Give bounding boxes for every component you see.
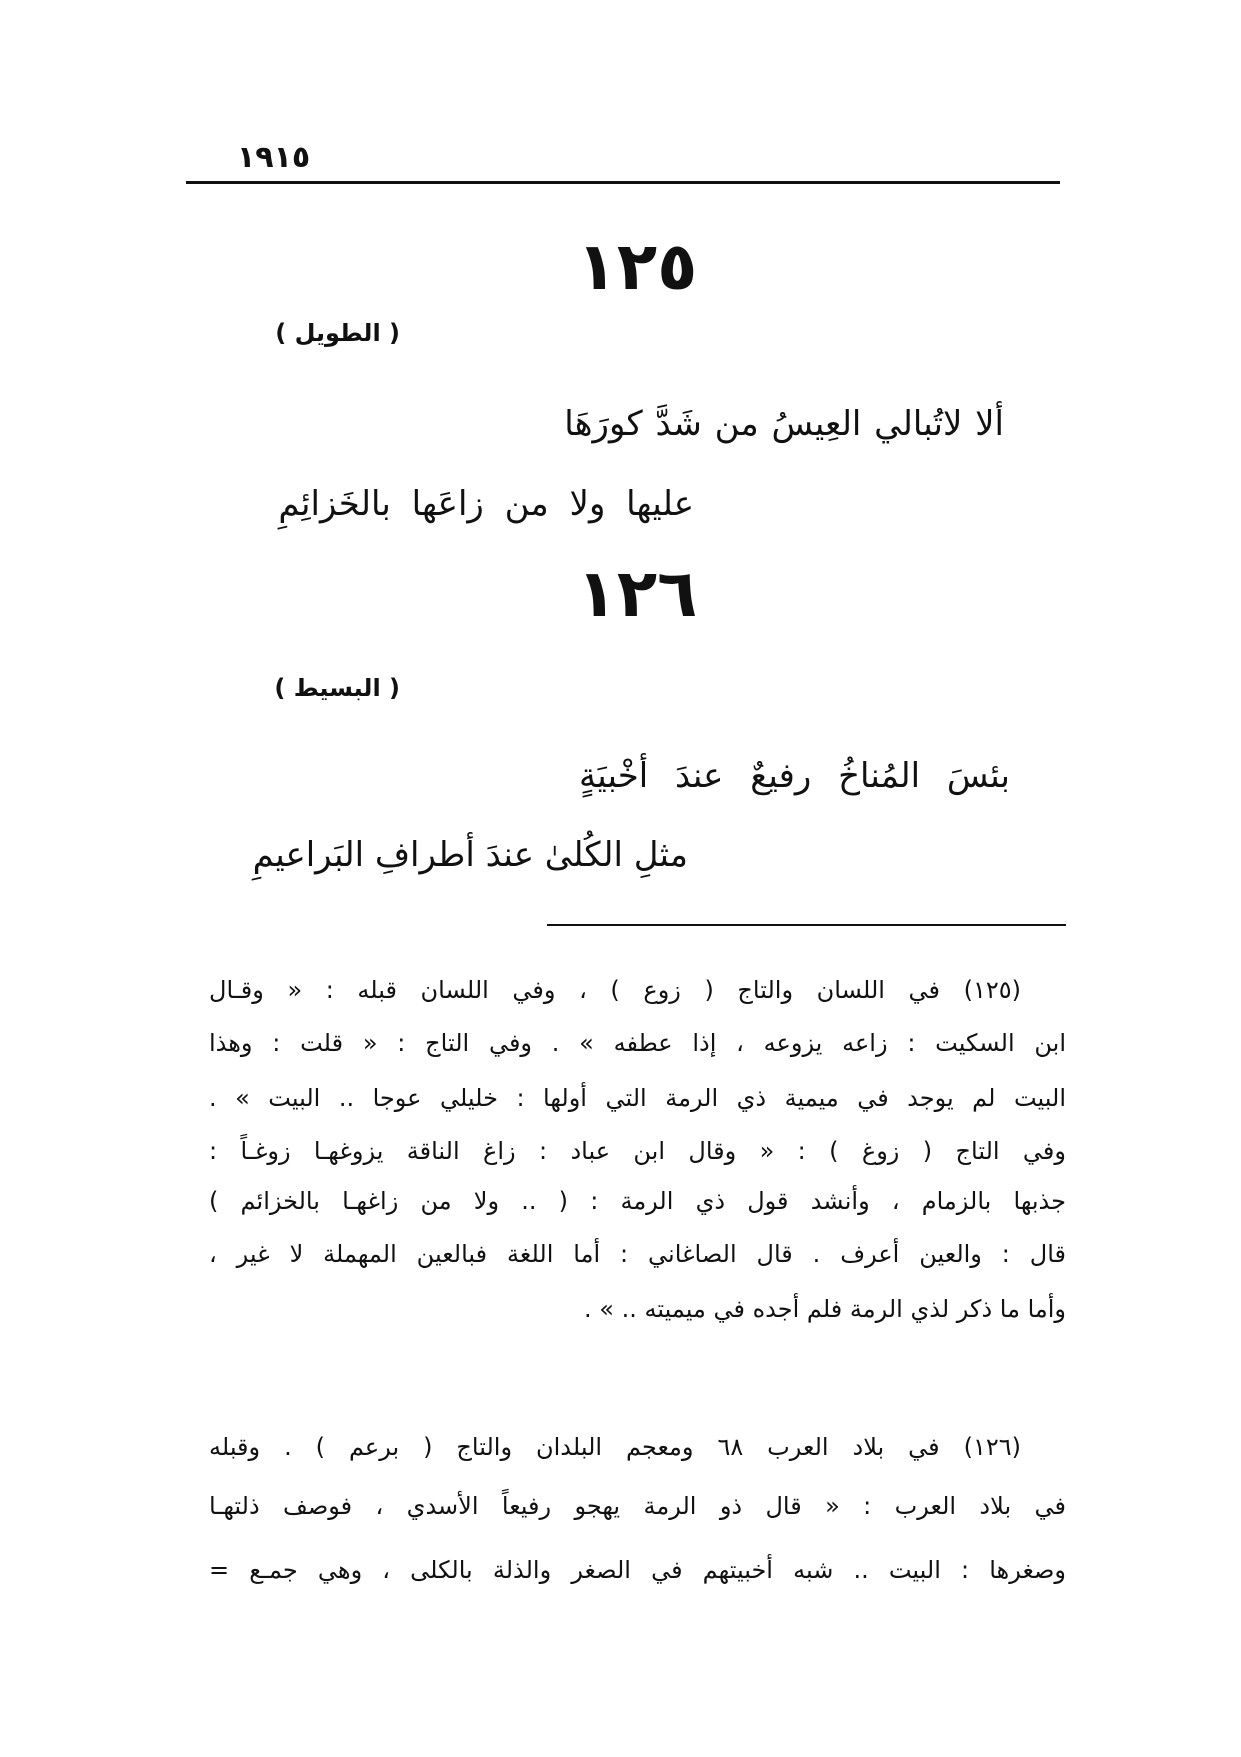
poem-number: ١٢٦ — [576, 555, 698, 632]
footnote-line: (١٢٥) في اللسان والتاج ( زوع ) ، وفي اللسان قبله : « وقـال — [209, 976, 1021, 1004]
poem-meter: ( البسيط ) — [274, 674, 400, 702]
footnote-line: وأما ما ذكر لذي الرمة فلم أجده في ميميته .. » . — [584, 1295, 1066, 1323]
footnote-line: قال : والعين أعرف . قال الصاغاني : أما اللغة فبالعين المهملة لا غير ، — [209, 1240, 1066, 1268]
footnote-line: في بلاد العرب : « قال ذو الرمة يهجو رفيعاً الأسدي ، فوصف ذلتهـا — [209, 1492, 1066, 1520]
verse-first-hemistich: بئسَ المُناخُ رفيعٌ عندَ أخْبيَةٍ — [579, 756, 1010, 796]
poem-number: ١٢٥ — [576, 228, 698, 305]
verse-first-hemistich: ألا لاتُبالي العِيسُ من شَدَّ كورَهَا — [564, 404, 1004, 444]
footnote-line: وفي التاج ( زوغ ) : « وقال ابن عباد : زاغ الناقة يزوغهـا زوغـاً : — [209, 1137, 1066, 1165]
footnote-line: وصغرها : البيت .. شبه أخبيتهم في الصغر والذلة بالكلى ، وهي جمـع = — [209, 1556, 1066, 1584]
footnote-separator-rule — [547, 924, 1066, 926]
footnote-line: جذبها بالزمام ، وأنشد قول ذي الرمة : ( .. ولا من زاغهـا بالخزائم ) — [209, 1187, 1066, 1215]
poem-meter: ( الطويل ) — [275, 319, 400, 347]
page-number: ١٩١٥ — [237, 140, 311, 175]
footnote-line: (١٢٦) في بلاد العرب ٦٨ ومعجم البلدان والتاج ( برعم ) . وقبله — [209, 1433, 1021, 1461]
footnote-line: البيت لم يوجد في ميمية ذي الرمة التي أولها : خليلي عوجا .. البيت » . — [209, 1084, 1066, 1112]
verse-second-hemistich: عليها ولا من زاعَها بالخَزائِمِ — [278, 484, 694, 524]
verse-second-hemistich: مثلِ الكُلىٰ عندَ أطرافِ البَراعيمِ — [252, 835, 688, 875]
footnote-line: ابن السكيت : زاعه يزوعه ، إذا عطفه » . وفي التاج : « قلت : وهذا — [209, 1029, 1066, 1057]
header-rule — [186, 181, 1060, 184]
